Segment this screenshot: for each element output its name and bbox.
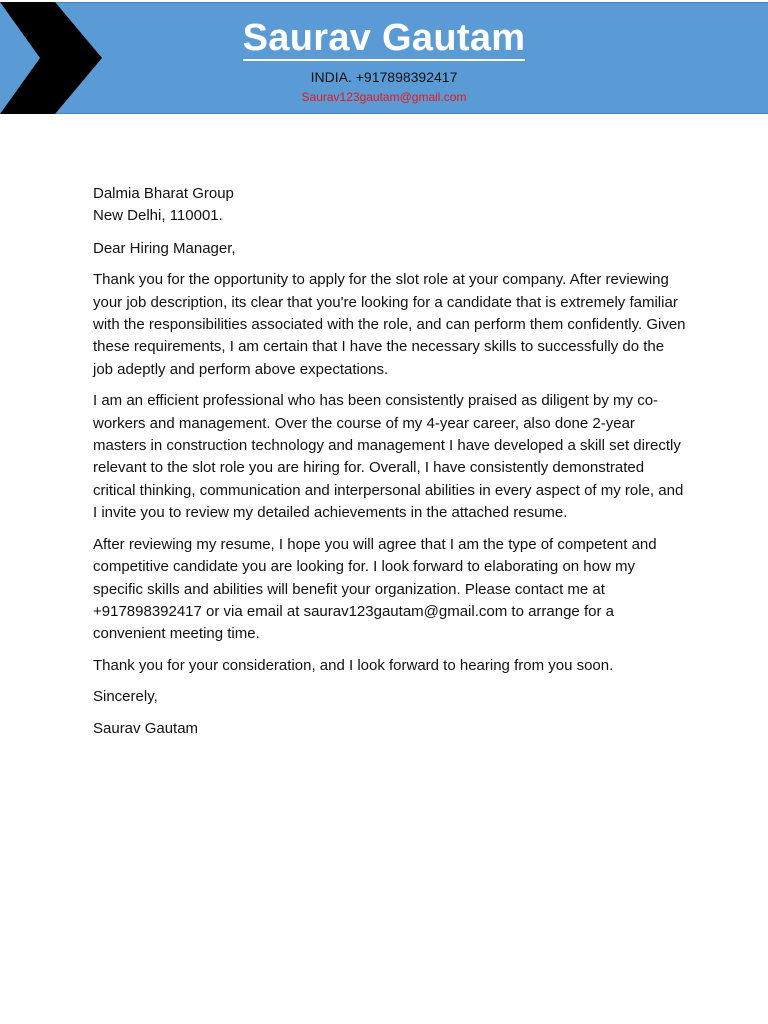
paragraph-opening: Thank you for the opportunity to apply for the slot role at your company. After reviewing your job description, its clear that you're looking for a candidate that is extremely familiar with the responsibilities associated with the role, and can perform them confidently. Given these requirements, I am certain that I have the necessary skills to successfully do the job adeptly and perform above expectations. — [93, 271, 686, 378]
paragraph-request: After reviewing my resume, I hope you will agree that I am the type of competent and competitive candidate you are looking for. I look forward to elaborating on how my specific skills and abilities will benefit your organization. Please contact me at +917898392417 or via email at saurav123gautam@gmail.com to arrange for a convenient meeting time. — [93, 535, 657, 643]
paragraph-thanks: Thank you for your consideration, and I look forward to hearing from you soon. — [93, 656, 614, 674]
resume-name-heading — [0, 14, 768, 62]
contact-email: Saurav123gautam@gmail.com — [301, 90, 467, 104]
paragraph-experience: I am an efficient professional who has been consistently praised as diligent by my co-workers and management. Over the course of my 4-year career, also done 2-year masters in construction technology and management I have developed a skill set directly relevant to the slot role you are hiring for. Overall, I have consistently demonstrated critical thinking, communication and interpersonal abilities in every aspect of my role, and I invite you to review my detailed achievements in the attached resume. — [93, 392, 684, 522]
recipient-address — [93, 183, 688, 228]
contact-country-phone: INDIA. +917898392417 — [310, 69, 458, 85]
recipient-company: Dalmia Bharat Group — [93, 185, 234, 202]
recipient-city: New Delhi, 110001. — [93, 207, 223, 225]
signature: Saurav Gautam — [93, 719, 199, 737]
closing: Sincerely, — [93, 688, 158, 706]
name-text: Saurav Gautam — [242, 17, 526, 59]
salutation: Dear Hiring Manager, — [93, 239, 236, 257]
cover-letter-body — [93, 183, 688, 749]
